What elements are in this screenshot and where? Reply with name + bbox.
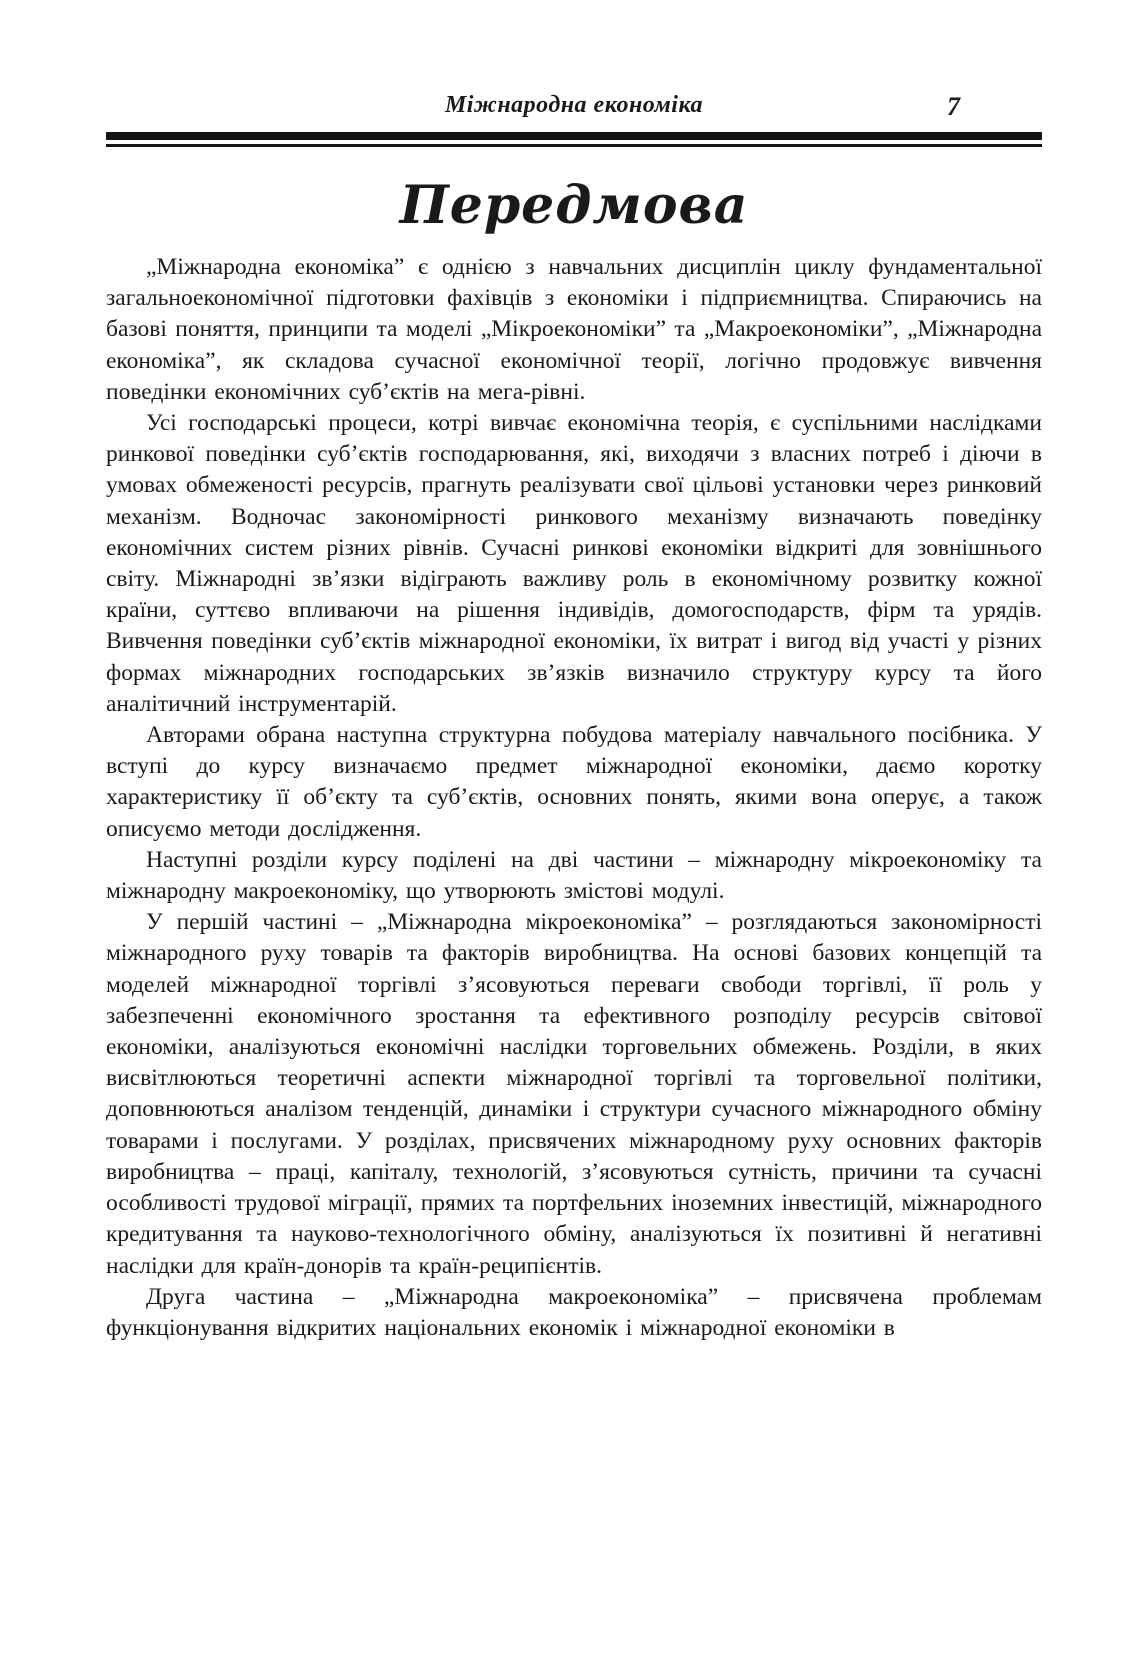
page-header — [106, 92, 1042, 126]
paragraph-5: У першій частині – „Міжнародна мікроекономіка” – розглядаються закономірності міжнародного руху товарів та факторів виробництва. На основі базових концепцій та моделей міжнародної торгівлі з’ясовуються переваги свободи торгівлі, її роль у забезпеченні економічного зростання та ефективного розподілу ресурсів світової економіки, аналізуються економічні наслідки торговельних обмежень. Розділи, в яких висвітлюються теоретичні аспекти міжнародної торгівлі та торговельної політики, доповнюються аналізом тенденцій, динаміки і структури сучасного міжнародного обміну товарами і послугами. У розділах, присвячених міжнародному руху основних факторів виробництва – праці, капіталу, технологій, з’ясовуються сутність, причини та сучасні особливості трудової міграції, прямих та портфельних іноземних інвестицій, міжнародного кредитування та науково-технологічного обміну, аналізуються їх позитивні й негативні наслідки для країн-донорів та країн-реципієнтів. — [106, 909, 1042, 1279]
paragraph-2: Усі господарські процеси, котрі вивчає економічна теорія, є суспільними наслідками ринкової поведінки суб’єктів господарювання, які, виходячи з власних потреб і діючи в умовах обмеженості ресурсів, прагнуть реалізувати свої цільові установки через ринковий механізм. Водночас закономірності ринкового механізму визначають поведінку економічних систем різних рівнів. Сучасні ринкові економіки відкриті для зовнішнього світу. Міжнародні зв’язки відіграють важливу роль в економічному розвитку кожної країни, суттєво впливаючи на рішення індивідів, домогосподарств, фірм та урядів. Вивчення поведінки суб’єктів міжнародної економіки, їх витрат і вигод від участі у різних формах міжнародних господарських зв’язків визначило структуру курсу та його аналітичний інструментарій. — [106, 410, 1042, 717]
paragraph-3: Авторами обрана наступна структурна побудова матеріалу навчального посібника. У вступі до курсу визначаємо предмет міжнародної економіки, даємо коротку характеристику її об’єкту та суб’єктів, основних понять, якими вона оперує, а також описуємо методи дослідження. — [106, 722, 1042, 842]
paragraph-1: „Міжнародна економіка” є однією з навчальних дисциплін циклу фундаментальної загальноекономічної підготовки фахівців з економіки і підприємництва. Спираючись на базові поняття, принципи та моделі „Мікроекономіки” та „Макроекономіки”, „Міжнародна економіка”, як складова сучасної економічної теорії, логічно продовжує вивчення поведінки економічних суб’єктів на мега-рівні. — [106, 254, 1042, 405]
body-text — [106, 252, 1042, 1344]
running-head-title: Міжнародна економіка — [444, 92, 704, 118]
header-rule — [106, 132, 1042, 147]
chapter-title: Передмова — [399, 175, 749, 236]
paragraph-4: Наступні розділи курсу поділені на дві частини – міжнародну мікроекономіку та міжнародну макроекономіку, що утворюють змістові модулі. — [106, 846, 1042, 905]
paragraph-6: Друга частина – „Міжнародна макроекономіка” – присвячена проблемам функціонування відкритих національних економік і міжнародної економіки в — [106, 1283, 1042, 1341]
page-number: 7 — [947, 92, 960, 121]
